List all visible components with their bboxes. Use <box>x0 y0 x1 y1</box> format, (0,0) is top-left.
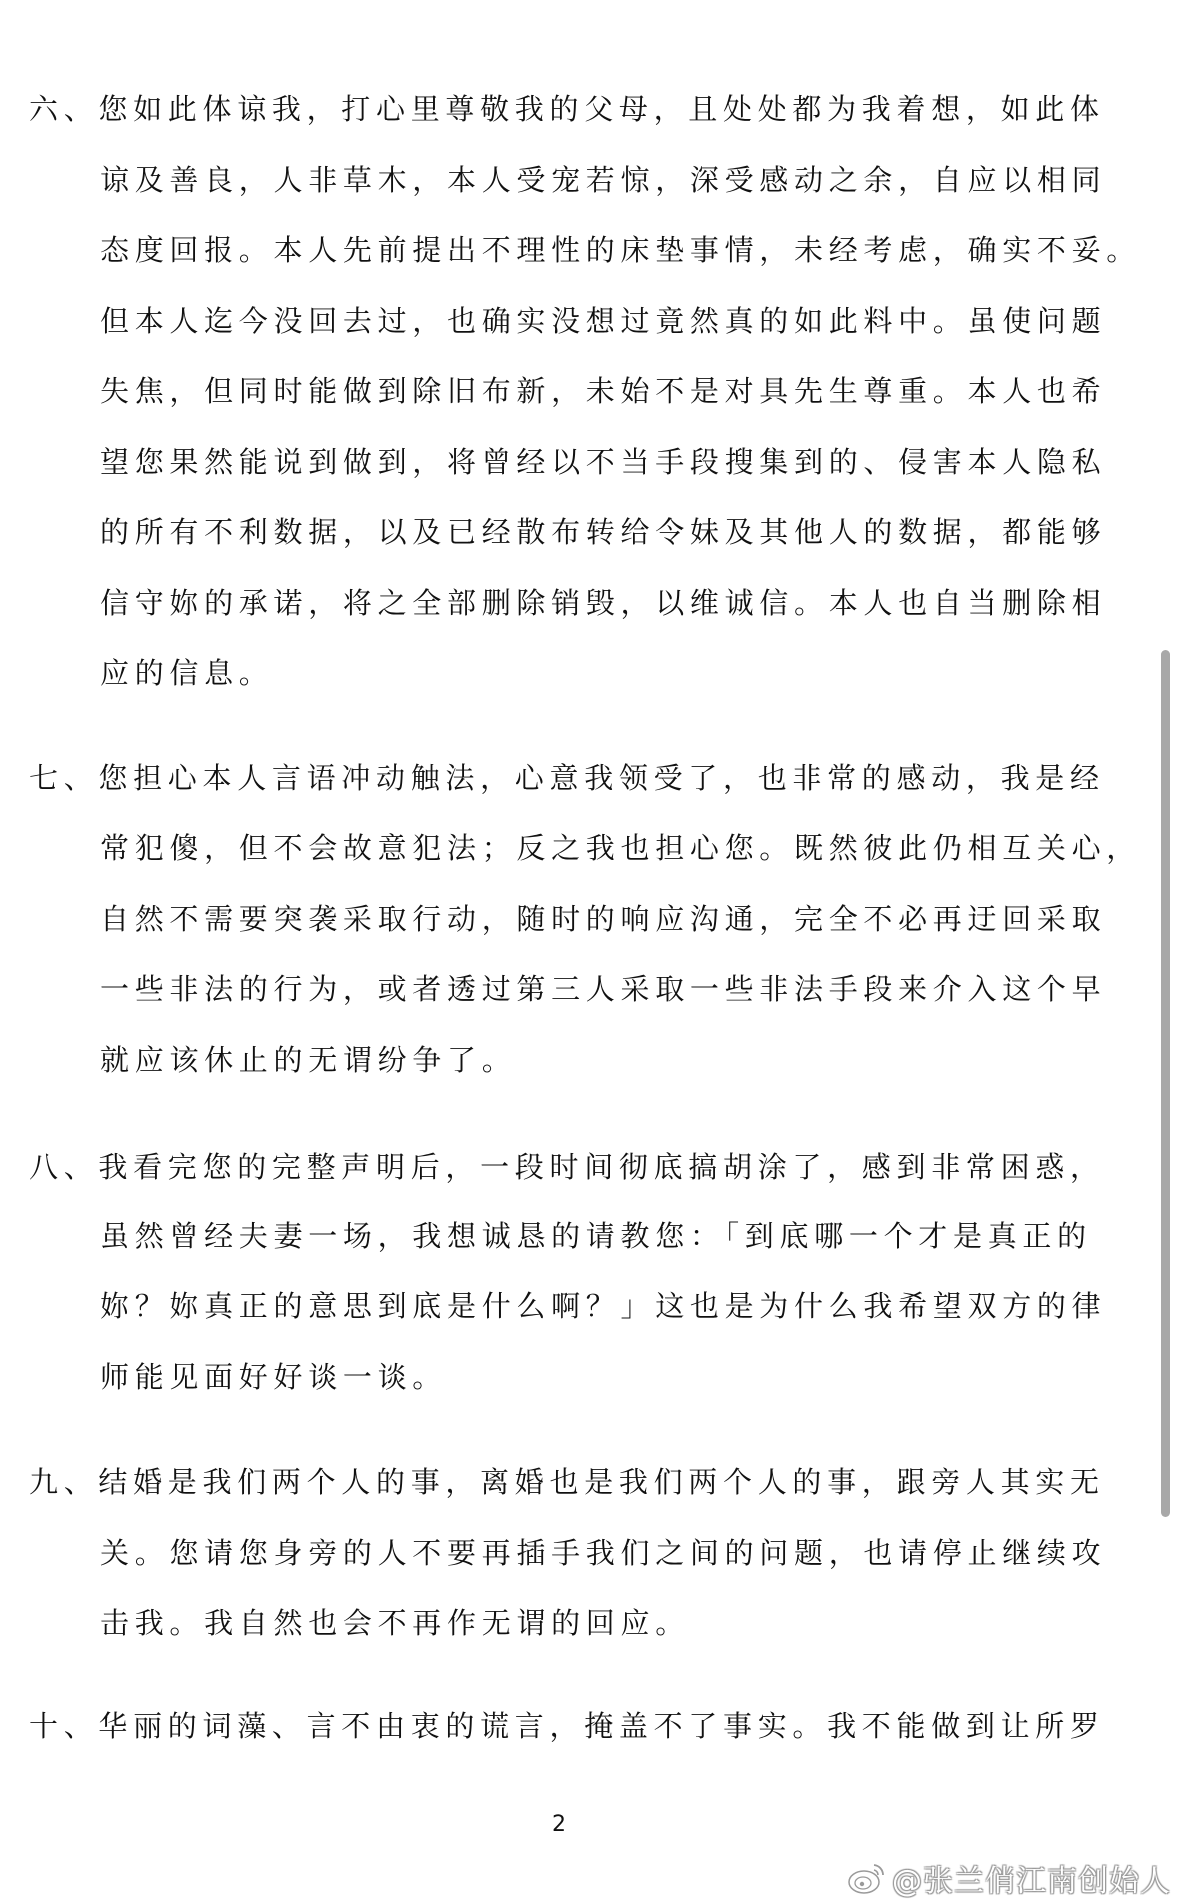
paragraph-6-line-8: 信守妳的承诺，将之全部删除销毁，以维诚信。本人也自当删除相 <box>100 586 1107 620</box>
paragraph-9-line-2: 关。您请您身旁的人不要再插手我们之间的问题，也请停止继续攻 <box>100 1536 1107 1570</box>
paragraph-number: 七、 <box>29 761 99 795</box>
paragraph-6-line-5: 失焦，但同时能做到除旧布新，未始不是对具先生尊重。本人也希 <box>100 374 1107 408</box>
paragraph-7-line-2: 常犯傻，但不会故意犯法；反之我也担心您。既然彼此仍相互关心， <box>100 831 1142 865</box>
paragraph-8-line-3: 妳？妳真正的意思到底是什么啊？」这也是为什么我希望双方的律 <box>100 1289 1107 1323</box>
paragraph-8-line-1: 八、我看完您的完整声明后，一段时间彻底搞胡涂了，感到非常困惑， <box>29 1150 1105 1184</box>
paragraph-6-line-7: 的所有不利数据，以及已经散布转给令妹及其他人的数据，都能够 <box>100 515 1107 549</box>
paragraph-10-line-1: 十、华丽的词藻、言不由衷的谎言，掩盖不了事实。我不能做到让所罗 <box>29 1709 1105 1743</box>
paragraph-8-line-4: 师能见面好好谈一谈。 <box>100 1360 448 1394</box>
watermark <box>846 1858 1171 1898</box>
paragraph-9-line-1: 九、结婚是我们两个人的事，离婚也是我们两个人的事，跟旁人其实无 <box>29 1465 1105 1499</box>
paragraph-6-line-6: 望您果然能说到做到，将曾经以不当手段搜集到的、侵害本人隐私 <box>100 445 1107 479</box>
weibo-icon <box>846 1860 888 1896</box>
paragraph-6-line-4: 但本人迄今没回去过，也确实没想过竟然真的如此料中。虽使问题 <box>100 304 1107 338</box>
paragraph-6-line-3: 态度回报。本人先前提出不理性的床垫事情，未经考虑，确实不妥。 <box>100 233 1142 267</box>
paragraph-9-line-3: 击我。我自然也会不再作无谓的回应。 <box>100 1606 690 1640</box>
paragraph-number: 九、 <box>29 1465 99 1499</box>
paragraph-number: 六、 <box>29 92 99 126</box>
paragraph-7-line-4: 一些非法的行为，或者透过第三人采取一些非法手段来介入这个早 <box>100 972 1107 1006</box>
paragraph-6-line-2: 谅及善良，人非草木，本人受宠若惊，深受感动之余，自应以相同 <box>100 163 1107 197</box>
page-number: 2 <box>552 1812 566 1837</box>
watermark-text: @张兰俏江南创始人 <box>892 1864 1171 1899</box>
paragraph-7-line-1: 七、您担心本人言语冲动触法，心意我领受了，也非常的感动，我是经 <box>29 761 1105 795</box>
paragraph-8-line-2: 虽然曾经夫妻一场，我想诚恳的请教您：「到底哪一个才是真正的 <box>100 1219 1092 1253</box>
paragraph-6-line-9: 应的信息。 <box>100 656 274 690</box>
paragraph-number: 八、 <box>29 1150 99 1184</box>
paragraph-6-line-1: 六、您如此体谅我，打心里尊敬我的父母，且处处都为我着想，如此体 <box>29 92 1105 126</box>
paragraph-number: 十、 <box>29 1709 99 1743</box>
vertical-scrollbar[interactable] <box>1161 650 1170 1517</box>
paragraph-7-line-3: 自然不需要突袭采取行动，随时的响应沟通，完全不必再迂回采取 <box>100 902 1107 936</box>
paragraph-7-line-5: 就应该休止的无谓纷争了。 <box>100 1043 517 1077</box>
